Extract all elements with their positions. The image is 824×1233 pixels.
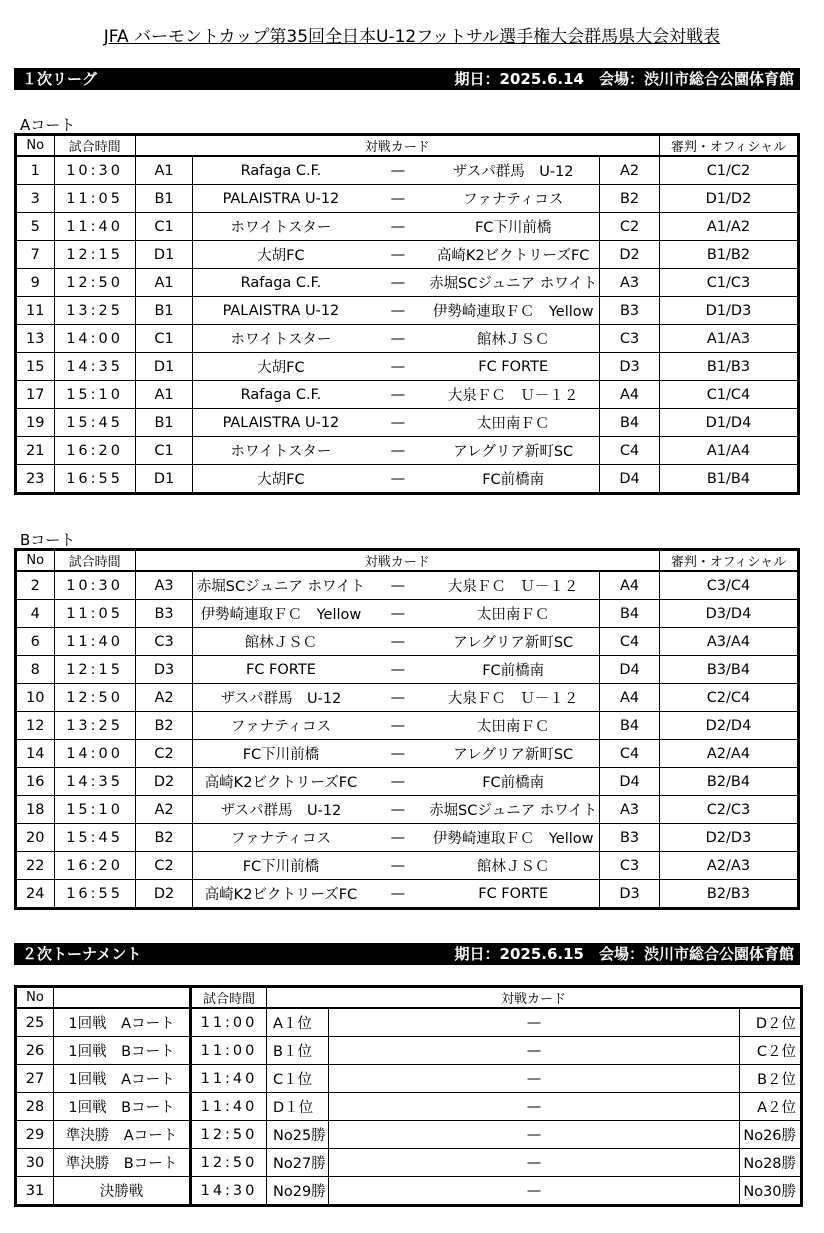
match-no: 23 [16,465,55,494]
referee: B1/B4 [659,465,798,494]
side-a: C１位 [267,1065,329,1093]
away-team: アレグリア新町SC [427,628,599,656]
away-code: B4 [600,600,660,628]
header-time: 試合時間 [191,987,267,1009]
table-row [16,628,799,656]
round-label: 1回戦 Bコート [54,1093,191,1121]
round-label: 決勝戦 [54,1177,191,1206]
match-time: 12:50 [54,684,135,712]
header-referee: 審判・オフィシャル [659,550,798,572]
away-team: ファナティコス [427,185,599,213]
tournament-heading: ２次トーナメント [22,945,142,963]
away-code: D4 [600,465,660,494]
table-row [16,353,799,381]
round-label: 準決勝 Bコート [54,1149,191,1177]
side-b: No30勝 [740,1177,802,1206]
home-team: Rafaga C.F. [193,156,368,185]
match-time: 12:50 [191,1121,267,1149]
match-time: 12:15 [54,656,135,684]
match-no: 28 [16,1093,54,1121]
vs-dash: — [368,628,427,656]
vs-dash: — [368,768,427,796]
vs-dash: — [329,1121,740,1149]
away-team: 高崎K2ビクトリーズFC [427,241,599,269]
table-row [16,768,799,796]
match-time: 11:40 [191,1065,267,1093]
header-referee: 審判・オフィシャル [659,135,798,157]
match-no: 24 [16,880,55,909]
match-no: 9 [16,269,55,297]
referee: A2/A3 [659,852,798,880]
referee: A1/A3 [659,325,798,353]
side-a: No29勝 [267,1177,329,1206]
header-no: No [16,550,55,572]
table-row [16,156,799,185]
referee: B3/B4 [659,656,798,684]
home-code: B1 [135,185,193,213]
vs-dash: — [368,269,427,297]
home-team: FC FORTE [193,656,368,684]
table-row [16,1065,802,1093]
home-team: 高崎K2ビクトリーズFC [193,880,368,909]
referee: D1/D4 [659,409,798,437]
side-a: D１位 [267,1093,329,1121]
away-team: FC前橋南 [427,768,599,796]
league-header-bar [14,68,800,90]
vs-dash: — [368,465,427,494]
vs-dash: — [368,185,427,213]
home-team: 大胡FC [193,465,368,494]
away-team: FC FORTE [427,880,599,909]
match-time: 12:15 [54,241,135,269]
header-match: 対戦カード [267,987,802,1009]
match-no: 16 [16,768,55,796]
match-time: 11:05 [54,185,135,213]
match-time: 15:45 [54,409,135,437]
match-no: 7 [16,241,55,269]
table-header-row [16,135,799,157]
referee: B2/B3 [659,880,798,909]
away-team: アレグリア新町SC [427,437,599,465]
table-header-row [16,550,799,572]
table-row [16,740,799,768]
vs-dash: — [368,297,427,325]
home-team: ザスパ群馬 U-12 [193,684,368,712]
vs-dash: — [329,1093,740,1121]
side-b: No26勝 [740,1121,802,1149]
referee: D1/D3 [659,297,798,325]
table-row [16,880,799,909]
table-row [16,409,799,437]
away-code: D2 [600,241,660,269]
home-team: 伊勢崎連取ＦＣ Yellow [193,600,368,628]
away-team: アレグリア新町SC [427,740,599,768]
table-row [16,1177,802,1206]
vs-dash: — [368,381,427,409]
referee: B2/B4 [659,768,798,796]
match-time: 13:25 [54,297,135,325]
away-team: 大泉ＦＣ Ｕ－１２ [427,684,599,712]
home-code: A2 [135,684,193,712]
home-team: Rafaga C.F. [193,269,368,297]
referee: D1/D2 [659,185,798,213]
match-no: 22 [16,852,55,880]
referee: C1/C4 [659,381,798,409]
match-no: 8 [16,656,55,684]
table-row [16,297,799,325]
table-row [16,712,799,740]
match-time: 10:30 [54,156,135,185]
home-team: FC下川前橋 [193,852,368,880]
vs-dash: — [329,1008,740,1037]
away-code: A4 [600,571,660,600]
vs-dash: — [368,325,427,353]
home-team: 高崎K2ビクトリーズFC [193,768,368,796]
away-team: 伊勢崎連取ＦＣ Yellow [427,297,599,325]
vs-dash: — [368,684,427,712]
home-code: D1 [135,241,193,269]
match-no: 29 [16,1121,54,1149]
table-row [16,185,799,213]
header-time: 試合時間 [54,135,135,157]
home-code: D2 [135,880,193,909]
court-a-table [14,133,800,495]
away-code: B4 [600,712,660,740]
home-team: 館林ＪＳＣ [193,628,368,656]
away-code: A3 [600,796,660,824]
match-time: 10:30 [54,571,135,600]
vs-dash: — [329,1149,740,1177]
side-a: No25勝 [267,1121,329,1149]
referee: C2/C4 [659,684,798,712]
vs-dash: — [368,600,427,628]
side-b: B２位 [740,1065,802,1093]
away-code: D3 [600,880,660,909]
match-time: 14:00 [54,325,135,353]
match-no: 20 [16,824,55,852]
away-team: 伊勢崎連取ＦＣ Yellow [427,824,599,852]
table-row [16,465,799,494]
away-code: D3 [600,353,660,381]
match-no: 3 [16,185,55,213]
away-team: 太田南ＦＣ [427,712,599,740]
home-code: D2 [135,768,193,796]
home-team: ホワイトスター [193,437,368,465]
match-no: 2 [16,571,55,600]
home-code: C2 [135,852,193,880]
vs-dash: — [329,1065,740,1093]
home-team: ホワイトスター [193,213,368,241]
match-no: 17 [16,381,55,409]
away-team: 大泉ＦＣ Ｕ－１２ [427,381,599,409]
match-time: 14:35 [54,768,135,796]
league-date-venue: 期日：2025.6.14 会場：渋川市総合公園体育館 [454,70,794,88]
table-header-row [16,987,802,1009]
home-code: B1 [135,297,193,325]
referee: A1/A4 [659,437,798,465]
table-row [16,1121,802,1149]
tournament-date-venue: 期日：2025.6.15 会場：渋川市総合公園体育館 [454,945,794,963]
away-code: C2 [600,213,660,241]
side-b: C２位 [740,1037,802,1065]
home-code: A1 [135,269,193,297]
table-row [16,1008,802,1037]
home-code: C1 [135,325,193,353]
away-code: B3 [600,824,660,852]
match-no: 10 [16,684,55,712]
referee: B1/B2 [659,241,798,269]
match-time: 11:05 [54,600,135,628]
header-round [54,987,191,1009]
away-team: FC FORTE [427,353,599,381]
side-a: A１位 [267,1008,329,1037]
match-time: 13:25 [54,712,135,740]
away-code: B3 [600,297,660,325]
match-time: 14:30 [191,1177,267,1206]
side-b: D２位 [740,1008,802,1037]
away-code: B4 [600,409,660,437]
home-code: D1 [135,353,193,381]
away-code: C3 [600,325,660,353]
match-time: 11:40 [54,213,135,241]
home-team: 大胡FC [193,353,368,381]
side-b: No28勝 [740,1149,802,1177]
away-code: C4 [600,437,660,465]
header-match: 対戦カード [135,550,659,572]
table-row [16,824,799,852]
header-no: No [16,135,55,157]
match-no: 13 [16,325,55,353]
match-no: 31 [16,1177,54,1206]
home-code: B2 [135,824,193,852]
side-b: A２位 [740,1093,802,1121]
round-label: 1回戦 Aコート [54,1008,191,1037]
vs-dash: — [329,1177,740,1206]
tournament-table [14,985,803,1207]
table-row [16,325,799,353]
table-row [16,656,799,684]
table-row [16,1149,802,1177]
referee: B1/B3 [659,353,798,381]
vs-dash: — [368,437,427,465]
away-team: 館林ＪＳＣ [427,852,599,880]
home-team: 赤堀SCジュニア ホワイト [193,571,368,600]
away-code: C3 [600,852,660,880]
vs-dash: — [368,880,427,909]
table-row [16,1037,802,1065]
away-team: 太田南ＦＣ [427,409,599,437]
match-time: 15:10 [54,796,135,824]
match-time: 16:20 [54,852,135,880]
away-code: C4 [600,628,660,656]
home-team: ザスパ群馬 U-12 [193,796,368,824]
away-team: FC前橋南 [427,465,599,494]
match-no: 19 [16,409,55,437]
court-b-label: Bコート [20,531,76,549]
referee: C3/C4 [659,571,798,600]
match-no: 1 [16,156,55,185]
referee: A2/A4 [659,740,798,768]
match-time: 11:40 [54,628,135,656]
home-code: C1 [135,437,193,465]
table-row [16,600,799,628]
vs-dash: — [368,409,427,437]
away-code: C4 [600,740,660,768]
away-team: ザスパ群馬 U-12 [427,156,599,185]
home-code: A3 [135,571,193,600]
vs-dash: — [329,1037,740,1065]
away-code: A3 [600,269,660,297]
tournament-header-bar [14,943,800,965]
away-team: 赤堀SCジュニア ホワイト [427,796,599,824]
match-no: 12 [16,712,55,740]
home-code: A2 [135,796,193,824]
away-code: A4 [600,684,660,712]
table-row [16,571,799,600]
round-label: 1回戦 Aコート [54,1065,191,1093]
home-code: B1 [135,409,193,437]
referee: A1/A2 [659,213,798,241]
match-time: 15:45 [54,824,135,852]
match-time: 16:20 [54,437,135,465]
referee: C1/C2 [659,156,798,185]
home-team: PALAISTRA U-12 [193,297,368,325]
home-code: C2 [135,740,193,768]
header-time: 試合時間 [54,550,135,572]
table-row [16,437,799,465]
away-team: FC前橋南 [427,656,599,684]
away-team: 赤堀SCジュニア ホワイト [427,269,599,297]
match-time: 11:00 [191,1008,267,1037]
away-team: 大泉ＦＣ Ｕ－１２ [427,571,599,600]
match-time: 12:50 [191,1149,267,1177]
match-no: 26 [16,1037,54,1065]
vs-dash: — [368,213,427,241]
match-time: 16:55 [54,880,135,909]
vs-dash: — [368,241,427,269]
home-code: B3 [135,600,193,628]
vs-dash: — [368,852,427,880]
match-no: 4 [16,600,55,628]
match-time: 14:00 [54,740,135,768]
table-row [16,269,799,297]
document-title: JFA バーモントカップ第35回全日本U-12フットサル選手権大会群馬県大会対戦表 [103,27,721,47]
home-code: A1 [135,156,193,185]
match-no: 14 [16,740,55,768]
away-code: A4 [600,381,660,409]
home-team: 大胡FC [193,241,368,269]
match-no: 11 [16,297,55,325]
home-team: ファナティコス [193,824,368,852]
vs-dash: — [368,796,427,824]
home-team: PALAISTRA U-12 [193,185,368,213]
table-row [16,852,799,880]
vs-dash: — [368,740,427,768]
vs-dash: — [368,353,427,381]
away-team: 館林ＪＳＣ [427,325,599,353]
vs-dash: — [368,824,427,852]
table-row [16,796,799,824]
home-team: FC下川前橋 [193,740,368,768]
home-code: C3 [135,628,193,656]
referee: A3/A4 [659,628,798,656]
court-b-table [14,548,800,910]
league-heading: １次リーグ [22,70,98,88]
home-code: D1 [135,465,193,494]
match-no: 5 [16,213,55,241]
round-label: 1回戦 Bコート [54,1037,191,1065]
match-no: 25 [16,1008,54,1037]
referee: D3/D4 [659,600,798,628]
match-time: 16:55 [54,465,135,494]
referee: C1/C3 [659,269,798,297]
home-team: Rafaga C.F. [193,381,368,409]
vs-dash: — [368,656,427,684]
away-code: B2 [600,185,660,213]
side-a: No27勝 [267,1149,329,1177]
home-code: C1 [135,213,193,241]
referee: C2/C3 [659,796,798,824]
match-time: 15:10 [54,381,135,409]
vs-dash: — [368,156,427,185]
referee: D2/D3 [659,824,798,852]
vs-dash: — [368,712,427,740]
match-no: 27 [16,1065,54,1093]
away-code: D4 [600,656,660,684]
match-no: 6 [16,628,55,656]
referee: D2/D4 [659,712,798,740]
match-time: 11:00 [191,1037,267,1065]
home-team: ホワイトスター [193,325,368,353]
table-row [16,684,799,712]
home-code: A1 [135,381,193,409]
away-team: 太田南ＦＣ [427,600,599,628]
away-code: D4 [600,768,660,796]
table-row [16,213,799,241]
side-a: B１位 [267,1037,329,1065]
table-row [16,381,799,409]
court-a-label: Aコート [20,116,76,134]
home-team: ファナティコス [193,712,368,740]
match-time: 11:40 [191,1093,267,1121]
vs-dash: — [368,571,427,600]
table-row [16,1093,802,1121]
home-team: PALAISTRA U-12 [193,409,368,437]
away-team: FC下川前橋 [427,213,599,241]
header-no: No [16,987,54,1009]
home-code: B2 [135,712,193,740]
match-time: 12:50 [54,269,135,297]
match-no: 18 [16,796,55,824]
table-row [16,241,799,269]
round-label: 準決勝 Aコート [54,1121,191,1149]
away-code: A2 [600,156,660,185]
home-code: D3 [135,656,193,684]
match-no: 30 [16,1149,54,1177]
match-no: 21 [16,437,55,465]
match-time: 14:35 [54,353,135,381]
match-no: 15 [16,353,55,381]
header-match: 対戦カード [135,135,659,157]
